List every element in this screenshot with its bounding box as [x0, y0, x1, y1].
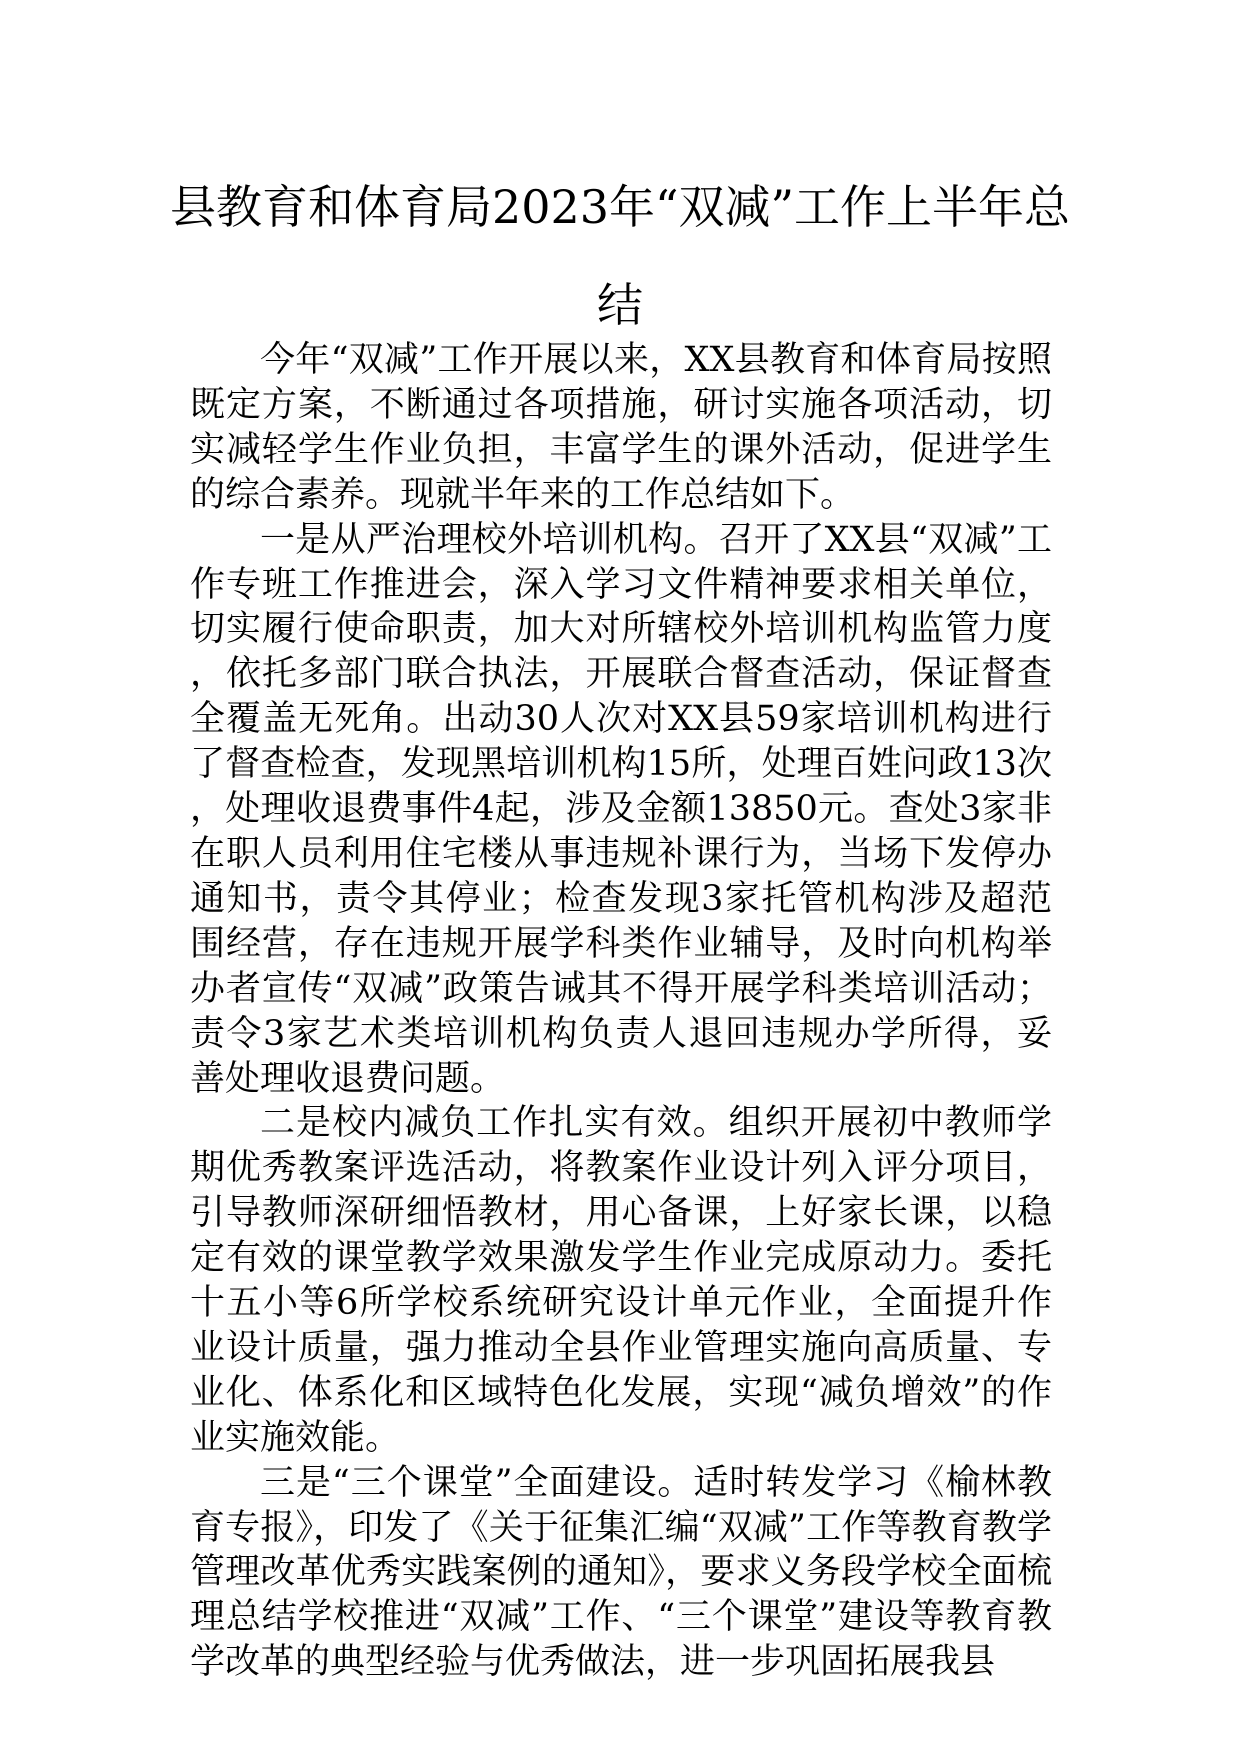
paragraph-intro: 今年“双减”工作开展以来，XX县教育和体育局按照既定方案，不断通过各项措施，研讨实施各项活动，切实减轻学生作业负担，丰富学生的课外活动，促进学生的综合素养。现就半年来的工作总结如下。 [190, 340, 1052, 515]
paragraph-three-classrooms: 三是“三个课堂”全面建设。适时转发学习《榆林教育专报》，印发了《关于征集汇编“双减”工作等教育教学管理改革优秀实践案例的通知》，要求义务段学校全面梳理总结学校推进“双减”工作、“三个课堂”建设等教育教学改革的典型经验与优秀做法，进一步巩固拓展我县 [190, 1462, 1052, 1683]
document-body [190, 338, 1052, 1685]
paragraph-off-campus-training: 一是从严治理校外培训机构。召开了XX县“双减”工作专班工作推进会，深入学习文件精神要求相关单位，切实履行使命职责，加大对所辖校外培训机构监管力度，依托多部门联合执法，开展联合督查活动，保证督查全覆盖无死角。出动30人次对XX县59家培训机构进行了督查检查，发现黑培训机构15所，处理百姓问政13次，处理收退费事件4起，涉及金额13850元。查处3家非在职人员利用住宅楼从事违规补课行为，当场下发停办通知书，责令其停业；检查发现3家托管机构涉及超范围经营，存在违规开展学科类作业辅导，及时向机构举办者宣传“双减”政策告诫其不得开展学科类培训活动；责令3家艺术类培训机构负责人退回违规办学所得，妥善处理收退费问题。 [190, 519, 1052, 1099]
paragraph-in-school-burden: 二是校内减负工作扎实有效。组织开展初中教师学期优秀教案评选活动，将教案作业设计列入评分项目，引导教师深研细悟教材，用心备课，上好家长课，以稳定有效的课堂教学效果激发学生作业完成原动力。委托十五小等6所学校系统研究设计单元作业，全面提升作业设计质量，强力推动全县作业管理实施向高质量、专业化、体系化和区域特色化发展，实现“减负增效”的作业实施效能。 [190, 1103, 1052, 1458]
document-title: 县教育和体育局2023年“双减”工作上半年总结 [169, 180, 1071, 332]
